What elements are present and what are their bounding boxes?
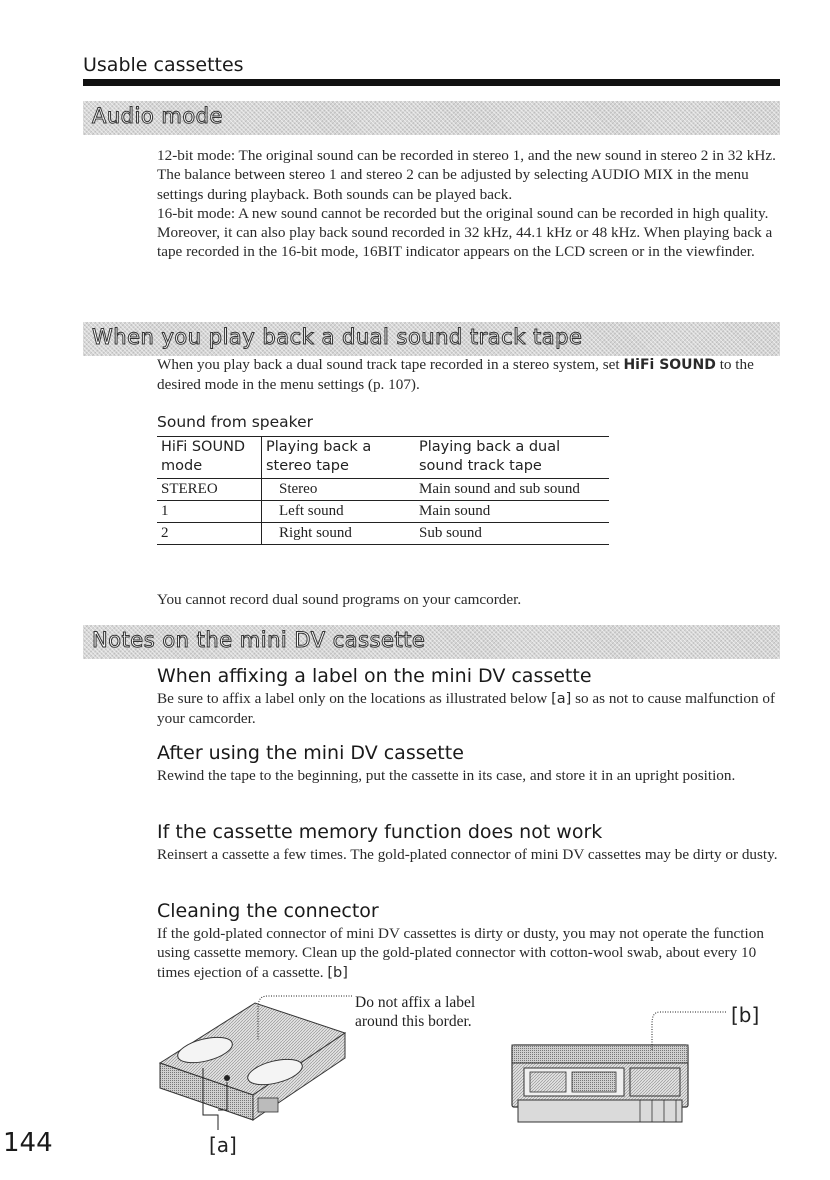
cassette-back-illustration <box>512 1045 688 1122</box>
table-cell: 1 <box>157 501 262 523</box>
subheading-affix-label: When affixing a label on the mini DV cassette <box>157 665 592 687</box>
table-cell: Right sound <box>262 523 416 545</box>
table-cell: Stereo <box>262 479 416 501</box>
figure-label-a: [a] <box>209 1133 237 1157</box>
body-text: so as not to cause malfunction of your camcorder. <box>157 690 775 728</box>
subheading-after-using: After using the mini DV cassette <box>157 742 464 764</box>
table-cell: Sub sound <box>415 523 609 545</box>
dual-sound-note: You cannot record dual sound programs on your camcorder. <box>157 591 522 608</box>
table-cell: 2 <box>157 523 262 545</box>
paragraph-after-using: Rewind the tape to the beginning, put the cassette in its case, and store it in an upright position. <box>157 767 736 784</box>
body-text: Be sure to affix a label only on the locations as illustrated below <box>157 690 552 707</box>
table-cell: Main sound <box>415 501 609 523</box>
intro-text: to the desired mode in the menu settings (p. 107). <box>157 356 754 394</box>
cassette-perspective-illustration <box>160 1003 345 1120</box>
section-heading: Audio mode <box>92 104 223 128</box>
paragraph-16bit: 16-bit mode: A new sound cannot be recorded but the original sound can be recorded in high quality. Moreover, it can also play back sound recorded in 32 kHz, 44.1 kHz or 48 kHz. When playing back a tape recorded in the 16-bit mode, 16BIT indicator appears on the LCD screen or in the viewfinder. <box>157 204 773 261</box>
table-cell: Left sound <box>262 501 416 523</box>
table-header-cell: Playing back a stereo tape <box>262 437 416 479</box>
intro-text: When you play back a dual sound track tape recorded in a stereo system, set <box>157 356 624 373</box>
subheading-memory-function: If the cassette memory function does not work <box>157 821 603 843</box>
page-header-title: Usable cassettes <box>83 54 244 76</box>
table-caption: Sound from speaker <box>157 413 314 431</box>
figure-label-b: [b] <box>731 1003 760 1027</box>
body-text: If the gold-plated connector of mini DV cassettes is dirty or dusty, you may not operate the function using cassette memory. Clean up the gold-plated connector with cotton-wool swab, about every 10 times ejection of a cassette. <box>157 925 764 981</box>
callout-line: Do not affix a label <box>355 994 476 1011</box>
figure-ref: [a] <box>551 691 572 707</box>
section-heading: When you play back a dual sound track tape <box>92 325 583 349</box>
figure-ref: [b] <box>327 964 348 981</box>
label-callout <box>355 993 525 1031</box>
intro-bold-term: HiFi SOUND <box>623 357 716 373</box>
paragraph-12bit: 12-bit mode: The original sound can be recorded in stereo 1, and the new sound in stereo 2 in 32 kHz. The balance between stereo 1 and stereo 2 can be adjusted by selecting AUDIO MIX in the menu settings during playback. Both sounds can be played back. <box>157 147 776 203</box>
table-cell: STEREO <box>157 479 262 501</box>
paragraph-memory-function: Reinsert a cassette a few times. The gold-plated connector of mini DV cassettes may be dirty or dusty. <box>157 846 778 863</box>
page-number: 144 <box>3 1128 53 1158</box>
table-cell: Main sound and sub sound <box>415 479 609 501</box>
table-header-cell: Playing back a dual sound track tape <box>415 437 609 479</box>
section-heading: Notes on the mini DV cassette <box>92 628 426 652</box>
subheading-cleaning: Cleaning the connector <box>157 900 379 922</box>
label-b-leader <box>652 1012 726 1050</box>
table-header-cell: HiFi SOUND mode <box>157 437 262 479</box>
callout-line: around this border. <box>355 1013 472 1030</box>
